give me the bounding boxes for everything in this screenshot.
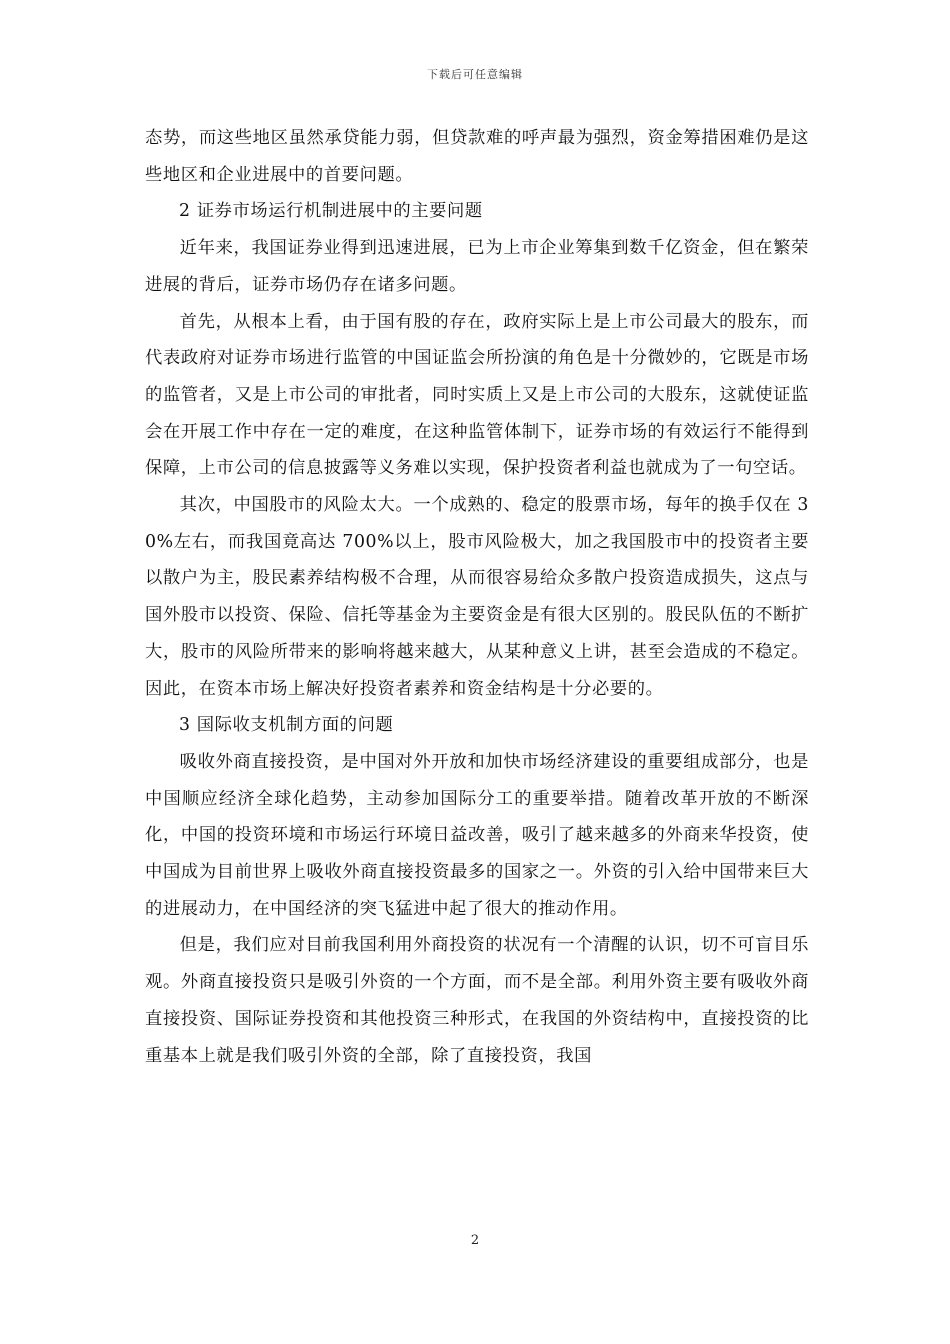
section-heading-3: 3 国际收支机制方面的问题 [179, 715, 394, 736]
page-header: 下载后可任意编辑 [427, 68, 523, 81]
paragraph: 首先，从根本上看，由于国有股的存在，政府实际上是上市公司最大的股东，而代表政府对证券市场进行监管的中国证监会所扮演的角色是十分微妙的，它既是市场的监管者，又是上市公司的审批者，同时实质上又是上市公司的大股东，这就使证监会在开展工作中存在一定的难度，在这种监管体制下，证券市场的有效运行不能得到保障，上市公司的信息披露等义务难以实现，保护投资者利益也就成为了一句空话。 [145, 311, 809, 479]
paragraph: 其次，中国股市的风险太大。一个成熟的、稳定的股票市场，每年的换手仅在 30%左右，而我国竟高达 700%以上，股市风险极大，加之我国股市中的投资者主要以散户为主，股民素养结构极不合理，从而很容易给众多散户投资造成损失，这点与国外股市以投资、保险、信托等基金为主要资金是有很大区别的。股民队伍的不断扩大，股市的风险所带来的影响将越来越大，从某种意义上讲，甚至会造成的不稳定。因此，在资本市场上解决好投资者素养和资金结构是十分必要的。 [145, 495, 809, 699]
paragraph: 吸收外商直接投资，是中国对外开放和加快市场经济建设的重要组成部分，也是中国顺应经济全球化趋势，主动参加国际分工的重要举措。随着改革开放的不断深化，中国的投资环境和市场运行环境日益改善，吸引了越来越多的外商来华投资，使中国成为目前世界上吸收外商直接投资最多的国家之一。外资的引入给中国带来巨大的进展动力，在中国经济的突飞猛进中起了很大的推动作用。 [145, 751, 809, 919]
document-body [145, 120, 809, 1074]
section-heading-2: 2 证券市场运行机制进展中的主要问题 [179, 201, 483, 222]
page-number: 2 [470, 1233, 480, 1248]
paragraph: 近年来，我国证券业得到迅速进展，已为上市企业筹集到数千亿资金，但在繁荣进展的背后，证券市场仍存在诸多问题。 [145, 238, 809, 295]
paragraph-continued: 态势，而这些地区虽然承贷能力弱，但贷款难的呼声最为强烈，资金筹措困难仍是这些地区和企业进展中的首要问题。 [145, 128, 809, 185]
paragraph: 但是，我们应对目前我国利用外商投资的状况有一个清醒的认识，切不可盲目乐观。外商直接投资只是吸引外资的一个方面，而不是全部。利用外资主要有吸收外商直接投资、国际证券投资和其他投资三种形式，在我国的外资结构中，直接投资的比重基本上就是我们吸引外资的全部，除了直接投资，我国 [145, 935, 809, 1066]
